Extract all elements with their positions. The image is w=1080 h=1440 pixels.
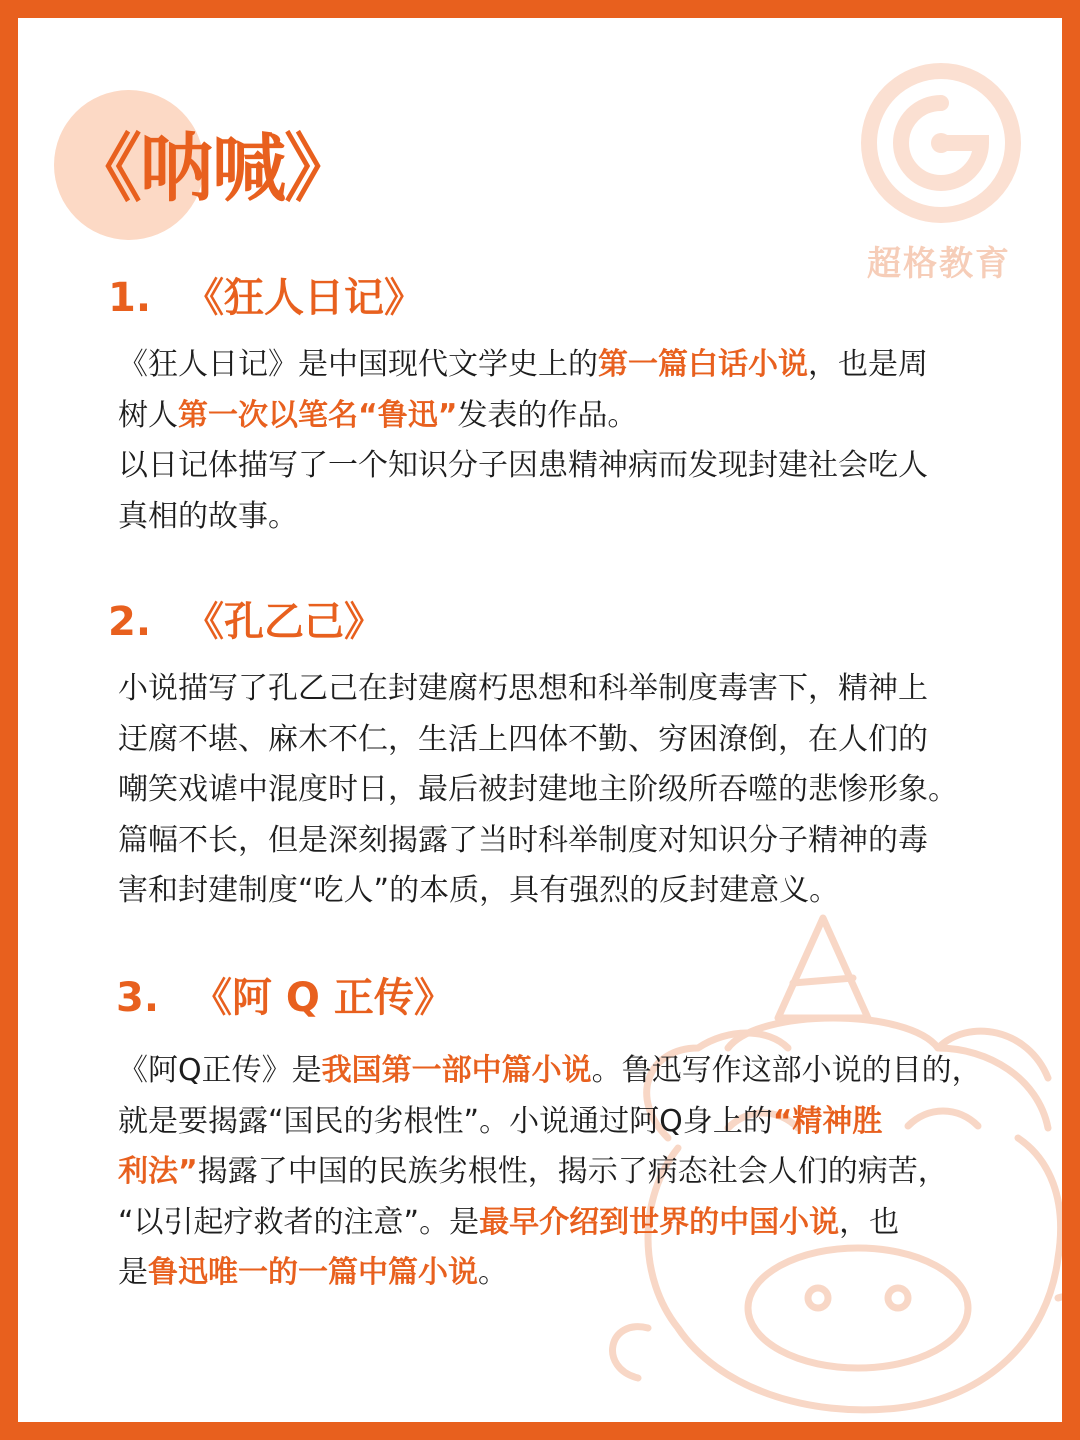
body-text-run: 是 bbox=[118, 1255, 148, 1290]
body-text-run: 嘲笑戏谑中混度时日，最后被封建地主阶级所吞噬的悲惨形象。 bbox=[118, 772, 958, 807]
body-text-run: 《狂人日记》是中国现代文学史上的 bbox=[118, 347, 598, 382]
section-2-heading bbox=[108, 590, 384, 647]
section-1-title: 《狂人日记》 bbox=[184, 275, 424, 321]
g-logo-icon bbox=[856, 58, 1026, 228]
body-text-run: “以引起疗救者的注意”。是 bbox=[118, 1204, 480, 1240]
body-line bbox=[118, 1198, 1038, 1249]
highlighted-text: 我国第一部中篇小说 bbox=[321, 1053, 592, 1088]
section-3-number: 3. bbox=[116, 975, 160, 1021]
body-line bbox=[118, 866, 1038, 917]
section-2-number: 2. bbox=[108, 599, 152, 645]
body-text-run: 。鲁迅写作这部小说的目的， bbox=[591, 1053, 982, 1088]
body-text-run: 。 bbox=[478, 1255, 508, 1290]
body-text-run: 《阿Q正传》是 bbox=[118, 1053, 322, 1088]
body-text-run: 小说描写了孔乙己在封建腐朽思想和科举制度毒害下，精神上 bbox=[118, 671, 928, 706]
section-2-title: 《孔乙己》 bbox=[184, 599, 384, 645]
section-3-title: 《阿 Q 正传》 bbox=[192, 975, 454, 1021]
body-text-run: 揭露了中国的民族劣根性，揭示了病态社会人们的病苦， bbox=[197, 1154, 948, 1189]
body-line bbox=[118, 391, 1038, 442]
body-text-run: 树人 bbox=[118, 397, 178, 433]
body-line bbox=[118, 715, 1038, 766]
brand-watermark-text: 超格教育 bbox=[867, 244, 1011, 284]
body-text-run: 发表的作品。 bbox=[457, 397, 638, 433]
highlighted-text: 最早介绍到世界的中国小说 bbox=[479, 1204, 840, 1240]
body-text-run: 就是要揭露“国民的劣根性”。小说通过阿Q身上的 bbox=[118, 1103, 773, 1139]
highlighted-text: “精神胜 bbox=[772, 1103, 883, 1139]
body-text-run: 迂腐不堪、麻木不仁，生活上四体不勤、穷困潦倒，在人们的 bbox=[118, 721, 928, 757]
section-3-body bbox=[118, 1046, 1038, 1299]
section-1-body bbox=[118, 340, 1038, 542]
section-1-heading bbox=[108, 266, 424, 323]
body-text-run: ，也是周 bbox=[808, 347, 928, 382]
body-text-run: 害和封建制度“吃人”的本质，具有强烈的反封建意义。 bbox=[118, 873, 840, 908]
body-text-run: 以日记体描写了一个知识分子因患精神病而发现封建社会吃人 bbox=[118, 448, 928, 483]
highlighted-text: 鲁迅唯一的一篇中篇小说 bbox=[148, 1255, 478, 1290]
body-line bbox=[118, 664, 1038, 715]
highlighted-text: 第一次以笔名“鲁迅” bbox=[178, 397, 458, 433]
body-line bbox=[118, 765, 1038, 816]
body-line bbox=[118, 340, 1038, 391]
body-line bbox=[118, 816, 1038, 867]
body-text-run: ，也 bbox=[839, 1204, 900, 1240]
section-3-heading bbox=[116, 966, 454, 1023]
highlighted-text: 利法” bbox=[118, 1154, 198, 1189]
body-line bbox=[118, 1248, 1038, 1299]
body-text-run: 篇幅不长，但是深刻揭露了当时科举制度对知识分子精神的毒 bbox=[118, 822, 928, 858]
section-2-body bbox=[118, 664, 1038, 917]
body-text-run: 真相的故事。 bbox=[118, 498, 298, 534]
body-line bbox=[118, 1046, 1038, 1097]
body-line bbox=[118, 1147, 1038, 1198]
page-title: 《呐喊》 bbox=[68, 126, 356, 212]
highlighted-text: 第一篇白话小说 bbox=[598, 347, 808, 382]
body-line bbox=[118, 1097, 1038, 1148]
body-line bbox=[118, 441, 1038, 492]
section-1-number: 1. bbox=[108, 275, 152, 321]
body-line bbox=[118, 492, 1038, 543]
